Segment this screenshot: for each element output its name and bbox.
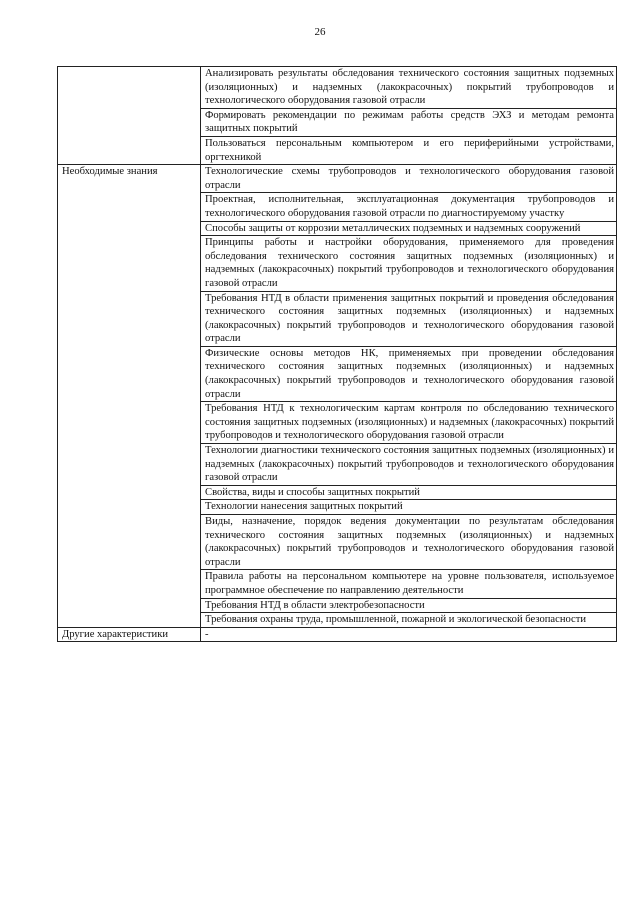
requirement-item: Пользоваться персональным компьютером и его периферийными устройствами, оргтехникой bbox=[201, 136, 617, 164]
requirement-item: Проектная, исполнительная, эксплуатационная документация трубопроводов и технологического оборудования газовой отрасли по диагностируемому участку bbox=[201, 193, 617, 221]
requirements-table bbox=[57, 66, 617, 642]
requirement-item: Требования НТД в области применения защитных покрытий и проведения обследования технического состояния защитных подземных (изоляционных) и надземных (лакокрасочных) покрытий трубопроводов и технологического оборудования газовой отрасли bbox=[201, 291, 617, 346]
section-label: Необходимые знания bbox=[58, 165, 201, 628]
requirement-item: Требования НТД к технологическим картам контроля по обследованию технического состояния защитных подземных (изоляционных) и надземных (лакокрасочных) покрытий трубопроводов и технологического оборудования газовой отрасли bbox=[201, 402, 617, 444]
section-label bbox=[58, 67, 201, 165]
requirement-item: Анализировать результаты обследования технического состояния защитных подземных (изоляционных) и надземных (лакокрасочных) покрытий трубопроводов и технологического оборудования газовой отрасли bbox=[201, 67, 617, 109]
section-label: Другие характеристики bbox=[58, 627, 201, 642]
requirement-item: Технологии диагностики технического состояния защитных подземных (изоляционных) и надземных (лакокрасочных) покрытий трубопроводов и технологического оборудования газовой отрасли bbox=[201, 444, 617, 486]
requirement-item: Требования охраны труда, промышленной, пожарной и экологической безопасности bbox=[201, 613, 617, 628]
requirement-item: Виды, назначение, порядок ведения документации по результатам обследования технического состояния защитных подземных (изоляционных) и надземных (лакокрасочных) покрытий трубопроводов и технологического оборудования газовой отрасли bbox=[201, 515, 617, 570]
page-number: 26 bbox=[314, 26, 326, 38]
requirement-item: Способы защиты от коррозии металлических подземных и надземных сооружений bbox=[201, 221, 617, 236]
requirements-table-body bbox=[58, 67, 617, 642]
requirement-item: Технологические схемы трубопроводов и технологического оборудования газовой отрасли bbox=[201, 165, 617, 193]
requirement-item: Физические основы методов НК, применяемых при проведении обследования технического состояния защитных подземных (изоляционных) и надземных (лакокрасочных) покрытий трубопроводов и технологического оборудования газовой отрасли bbox=[201, 346, 617, 401]
table-row bbox=[58, 165, 617, 193]
requirement-item: Требования НТД в области электробезопасности bbox=[201, 598, 617, 613]
requirement-item: - bbox=[201, 627, 617, 642]
table-row bbox=[58, 627, 617, 642]
requirement-item: Правила работы на персональном компьютере на уровне пользователя, используемое программное обеспечение по направлению деятельности bbox=[201, 570, 617, 598]
requirement-item: Технологии нанесения защитных покрытий bbox=[201, 500, 617, 515]
requirement-item: Формировать рекомендации по режимам работы средств ЭХЗ и методам ремонта защитных покрытий bbox=[201, 108, 617, 136]
table-row bbox=[58, 67, 617, 109]
requirement-item: Свойства, виды и способы защитных покрытий bbox=[201, 485, 617, 500]
requirement-item: Принципы работы и настройки оборудования, применяемого для проведения обследования технического состояния защитных подземных (изоляционных) и надземных (лакокрасочных) покрытий трубопроводов и технологического оборудования газовой отрасли bbox=[201, 236, 617, 291]
